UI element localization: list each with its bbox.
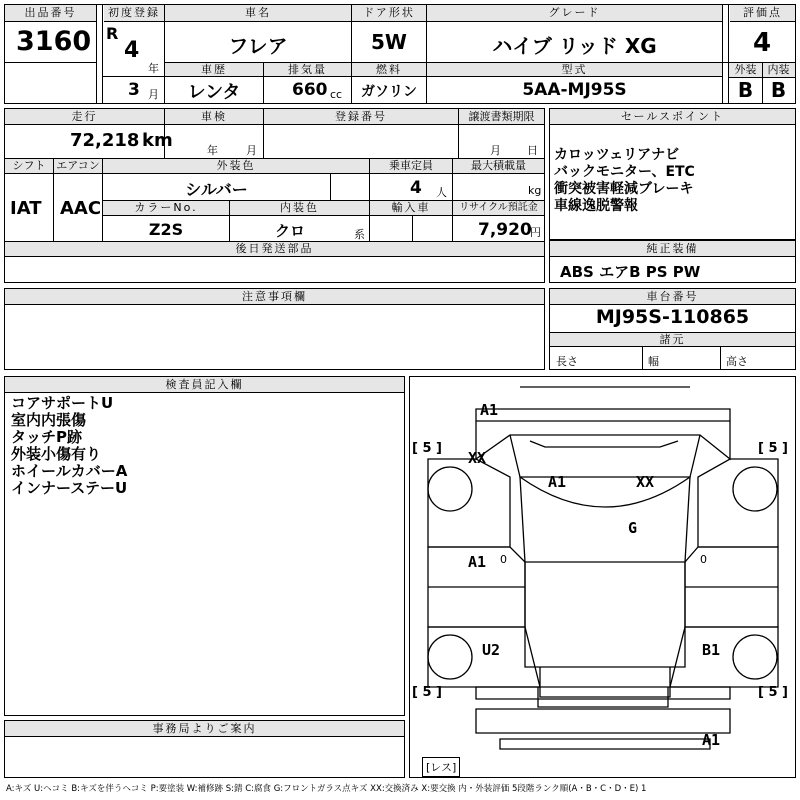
height-label: 高さ — [726, 355, 748, 368]
inspector-item: 室内内張傷 — [11, 411, 87, 429]
int-grade: B — [770, 78, 787, 102]
lot-label: 出品番号 — [5, 5, 96, 22]
displacement-unit: cc — [330, 88, 343, 101]
mark-windshield: G — [628, 519, 638, 537]
int-label: 内装 — [762, 63, 795, 78]
tire-tr: [ 5 ] — [758, 441, 788, 456]
insp-year-unit: 年 — [207, 144, 218, 157]
import-label: 輸入車 — [370, 201, 452, 216]
intcolor-label: 内装色 — [230, 201, 369, 216]
door-type: 5W — [371, 30, 407, 54]
inspector-item: インナーステーU — [11, 479, 128, 497]
seats-unit: 人 — [436, 186, 447, 199]
chassis-label: 車台番号 — [550, 289, 795, 305]
inspector-item: コアサポートU — [11, 394, 114, 412]
mileage-value: 72,218 — [70, 130, 140, 151]
color-value: シルバー — [185, 180, 248, 199]
shift-label: シフト — [5, 159, 53, 174]
mark-right-rear: B1 — [702, 641, 721, 659]
sales-block — [549, 108, 796, 240]
equipment-value: ABS エアB PS PW — [560, 263, 701, 281]
shift-value: IAT — [10, 198, 42, 219]
ext-grade: B — [737, 78, 754, 102]
mark-hood-left: XX — [468, 449, 487, 467]
mark-rear-bumper: A1 — [702, 731, 721, 749]
inspector-item: タッチP跡 — [11, 428, 82, 446]
model-value: 5AA-MJ95S — [522, 80, 627, 100]
equipment-block — [549, 240, 796, 283]
inspector-item: ホイールカバーA — [11, 462, 128, 480]
inspector-list — [11, 395, 127, 497]
sales-item: 車線逸脱警報 — [554, 198, 638, 214]
office-label: 事務局よりご案内 — [5, 721, 404, 737]
model-label: 型式 — [427, 63, 722, 77]
sales-list — [554, 147, 695, 215]
ac-value: AAC — [60, 198, 102, 219]
intcolor-value: クロ — [274, 222, 305, 240]
inspection-label: 車検 — [165, 109, 263, 125]
score-label: 評価点 — [730, 5, 795, 22]
ext-label: 外装 — [729, 63, 762, 78]
inspector-label: 検査員記入欄 — [5, 377, 404, 393]
era-mark: R — [106, 24, 119, 43]
notes-label: 注意事項欄 — [5, 289, 544, 305]
colorno-value: Z2S — [148, 220, 184, 239]
spare-label: [レス] — [422, 757, 460, 777]
lot-number: 3160 — [16, 26, 92, 57]
mark-left-front-door: A1 — [468, 553, 487, 571]
history-value: レンタ — [187, 82, 241, 103]
recycle-unit: 円 — [530, 226, 541, 239]
transfer-day-unit: 日 — [527, 144, 538, 157]
seats-value: 4 — [410, 178, 422, 198]
mark-hood-right: XX — [636, 473, 655, 491]
sales-item: カロッツェリアナビ — [554, 147, 680, 163]
month-unit: 月 — [148, 88, 159, 101]
grade-value: ハイブ リッド XG — [492, 34, 657, 58]
sales-item: 衝突被害軽減ブレーキ — [554, 181, 694, 197]
colorno-label: カラーNo. — [103, 201, 229, 216]
office-block — [4, 720, 405, 778]
regno-label: 登録番号 — [264, 109, 458, 125]
recycle-label: リサイクル預託金 — [453, 201, 544, 216]
chassis-block — [549, 288, 796, 370]
dims-label: 諸元 — [550, 332, 795, 347]
recycle-value: 7,920 — [478, 220, 532, 240]
later-label: 後日発送部品 — [5, 242, 544, 257]
door-mark-left: 0 — [500, 553, 507, 566]
notes-block — [4, 288, 545, 370]
registration-year: 4 — [124, 38, 140, 63]
fuel-value: ガソリン — [361, 84, 417, 100]
legend: A:キズ U:ヘコミ B:キズを伴うヘコミ P:要塗装 W:補修跡 S:錆 C:腐食 G:フロントガラス点キズ XX:交換済み X:要交換 内・外装評価 5段階ランク順(A・B・C・D・E) 1 — [6, 784, 647, 794]
load-label: 最大積載量 — [453, 159, 544, 174]
displacement-label: 排気量 — [264, 63, 351, 77]
inspector-item: 外装小傷有り — [11, 445, 102, 463]
tire-tl: [ 5 ] — [412, 441, 442, 456]
car-name: フレア — [228, 34, 288, 58]
door-mark-right: 0 — [700, 553, 707, 566]
score-value: 4 — [752, 28, 772, 58]
sales-item: バックモニター、ETC — [554, 164, 695, 180]
car-outline — [410, 377, 795, 777]
intcolor-unit: 系 — [354, 228, 365, 241]
year-unit: 年 — [148, 62, 159, 75]
fuel-label: 燃料 — [352, 63, 426, 77]
car-diagram — [409, 376, 796, 778]
registration-label: 初度登録 — [104, 5, 164, 22]
color-label: 外装色 — [103, 159, 369, 174]
transfer-month-unit: 月 — [490, 144, 501, 157]
sales-label: セールスポイント — [550, 109, 795, 125]
displacement-value: 660 — [292, 80, 328, 100]
registration-month: 3 — [128, 80, 140, 100]
length-label: 長さ — [556, 355, 578, 368]
mark-hood-center: A1 — [548, 473, 567, 491]
load-unit: kg — [528, 184, 542, 197]
insp-month-unit: 月 — [246, 144, 257, 157]
door-label: ドア形状 — [352, 5, 426, 22]
transfer-label: 譲渡書類期限 — [459, 109, 544, 125]
mileage-label: 走行 — [5, 109, 164, 125]
chassis-number: MJ95S-110865 — [595, 306, 750, 328]
equipment-label: 純正装備 — [550, 241, 795, 257]
name-label: 車名 — [165, 5, 351, 22]
tire-bl: [ 5 ] — [412, 685, 442, 700]
mileage-unit: km — [142, 130, 173, 151]
mark-front-bumper: A1 — [480, 401, 499, 419]
mark-left-rear: U2 — [482, 641, 501, 659]
history-label: 車歴 — [165, 63, 263, 77]
inspector-block — [4, 376, 405, 716]
seats-label: 乗車定員 — [370, 159, 452, 174]
grade-label: グレード — [427, 5, 722, 22]
width-label: 幅 — [648, 355, 659, 368]
tire-br: [ 5 ] — [758, 685, 788, 700]
ac-label: エアコン — [54, 159, 102, 174]
